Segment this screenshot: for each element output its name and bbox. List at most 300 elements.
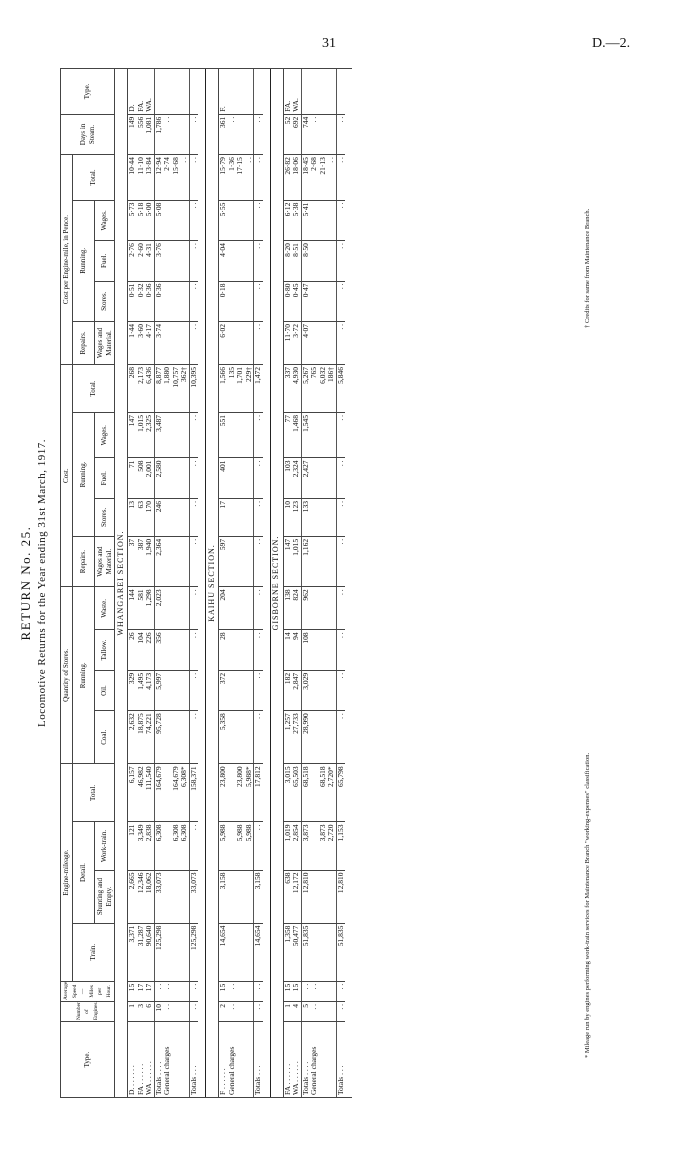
footnote-credits: † Credits for same from Maintenance Branch. — [584, 208, 591, 328]
cell-p-fuel — [310, 241, 319, 281]
cell-cost-total: 6,032 — [319, 364, 328, 412]
cell-shunting — [163, 870, 172, 923]
table-row — [292, 69, 301, 1098]
cell-p-stores: . . — [189, 281, 198, 321]
cell-type-r — [228, 69, 237, 115]
cell-fuel: 508 — [137, 458, 146, 498]
table-row — [327, 69, 336, 1098]
cell-type-r: WA. — [292, 69, 301, 115]
cell-total: 68,518 — [319, 764, 328, 822]
col-engines: Number of Engines. — [61, 1001, 115, 1021]
cell-cost-total: 337 — [283, 364, 292, 412]
cell-stores — [228, 498, 237, 536]
cell-p-fuel: . . — [254, 241, 263, 281]
cell-fuel — [319, 458, 328, 498]
cell-fuel: 71 — [128, 458, 137, 498]
cell-fuel: 2,427 — [301, 458, 310, 498]
cell-total: 6,308* — [180, 764, 189, 822]
cell-p-wages — [236, 200, 245, 240]
cell-p-wages: 5·18 — [137, 200, 146, 240]
cell-coal — [172, 711, 181, 764]
cell-shunting: 12,810 — [301, 870, 310, 923]
cell-coal: . . — [336, 711, 345, 764]
cell-oil — [310, 670, 319, 710]
cell-type-r: F. — [219, 69, 228, 115]
cell-p-stores: 0·32 — [137, 281, 146, 321]
cell-wages: 147 — [128, 413, 137, 459]
cell-days: 1,786 — [154, 114, 163, 154]
cell-days — [180, 114, 189, 154]
cell-work-train: 6,308 — [154, 822, 163, 870]
cell-p-fuel: 8·51 — [292, 241, 301, 281]
cell-engines — [172, 1001, 181, 1021]
cell-engines: . . — [163, 1001, 172, 1021]
table-row — [319, 69, 328, 1098]
cell-tallow — [163, 630, 172, 670]
cell-p-repairs: 6·02 — [219, 321, 228, 364]
cell-cost-total: 186† — [327, 364, 336, 412]
cell-waste: 144 — [128, 587, 137, 630]
cell-repairs — [228, 536, 237, 587]
cell-days — [236, 114, 245, 154]
cell-train — [236, 923, 245, 981]
cell-speed: . . — [189, 981, 198, 1001]
cell-tallow — [172, 630, 181, 670]
cell-oil: 4,173 — [145, 670, 154, 710]
cell-p-wages: 5·41 — [301, 200, 310, 240]
cell-stores: 17 — [219, 498, 228, 536]
col-train: Train. — [72, 923, 115, 981]
cell-oil — [172, 670, 181, 710]
cell-p-wages — [172, 200, 181, 240]
cell-p-stores — [310, 281, 319, 321]
cell-total: 23,800 — [219, 764, 228, 822]
cell-work-train: 5,988 — [219, 822, 228, 870]
cell-type-r — [319, 69, 328, 115]
cell-oil: 329 — [128, 670, 137, 710]
cell-waste — [180, 587, 189, 630]
cell-speed — [172, 981, 181, 1001]
footnote-mileage: * Mileage run by engines performing work-train services for Maintenance Branch "working-expenses" classification. — [584, 752, 591, 1058]
cell-tallow — [319, 630, 328, 670]
cell-coal: 5,358 — [219, 711, 228, 764]
cell-tallow: 14 — [283, 630, 292, 670]
cell-fuel — [310, 458, 319, 498]
cell-stores — [236, 498, 245, 536]
cell-fuel — [327, 458, 336, 498]
cell-stores — [172, 498, 181, 536]
cell-p-total: 18·45 — [301, 155, 310, 201]
cell-p-wages: 6·12 — [283, 200, 292, 240]
cell-p-total: 11·10 — [137, 155, 146, 201]
cell-p-total: 17·15 — [236, 155, 245, 201]
cell-days: 744 — [301, 114, 310, 154]
cell-shunting — [236, 870, 245, 923]
cell-days — [319, 114, 328, 154]
cell-type-r — [180, 69, 189, 115]
cell-p-total: 13·84 — [145, 155, 154, 201]
cell-p-repairs — [327, 321, 336, 364]
table-body — [115, 69, 353, 1098]
cell-tallow: 226 — [145, 630, 154, 670]
cell-wages: 77 — [283, 413, 292, 459]
cell-shunting — [180, 870, 189, 923]
cell-speed: 15 — [128, 981, 137, 1001]
cell-engines — [327, 1001, 336, 1021]
cell-total: 65,798 — [336, 764, 345, 822]
col-cost-running: Running. — [72, 413, 95, 537]
cell-p-wages — [180, 200, 189, 240]
cell-repairs: 2,364 — [154, 536, 163, 587]
spacer-cell — [263, 69, 271, 1098]
col-wages: Wages. — [95, 413, 115, 459]
cell-train: 1,358 — [283, 923, 292, 981]
cell-p-wages: . . — [254, 200, 263, 240]
cell-tallow: 26 — [128, 630, 137, 670]
cell-type-r — [189, 69, 198, 115]
locomotive-returns-table — [60, 68, 352, 1098]
cell-fuel — [172, 458, 181, 498]
cell-total: 68,518 — [301, 764, 310, 822]
cell-wages — [236, 413, 245, 459]
cell-repairs — [236, 536, 245, 587]
cell-p-wages: . . — [189, 200, 198, 240]
cell-stores: 63 — [137, 498, 146, 536]
cell-shunting: 33,073 — [154, 870, 163, 923]
col-detail: Detail. — [72, 822, 95, 923]
cell-oil: . . — [189, 670, 198, 710]
cell-shunting — [319, 870, 328, 923]
cell-oil — [163, 670, 172, 710]
cell-fuel: . . — [189, 458, 198, 498]
cell-days: . . — [336, 114, 345, 154]
cell-p-stores — [327, 281, 336, 321]
cell-p-total: . . — [336, 155, 345, 201]
cell-work-train: 1,019 — [283, 822, 292, 870]
cell-speed: . . — [310, 981, 319, 1001]
cell-fuel: 2,324 — [292, 458, 301, 498]
cell-shunting — [228, 870, 237, 923]
table-row — [172, 69, 181, 1098]
cell-p-stores: 0·18 — [219, 281, 228, 321]
cell-type: FA . . . . . . — [283, 1022, 292, 1098]
cell-days — [172, 114, 181, 154]
cell-oil — [228, 670, 237, 710]
page-number: 31 — [322, 36, 336, 51]
cell-p-fuel: 3·76 — [154, 241, 163, 281]
cell-tallow: 28 — [219, 630, 228, 670]
cell-cost-total: 5,267 — [301, 364, 310, 412]
col-shunting: Shunting and Empty. — [95, 870, 115, 923]
col-work-train: Work-train. — [95, 822, 115, 870]
spacer-cell — [198, 69, 206, 1098]
cell-wages — [310, 413, 319, 459]
cell-waste: . . — [336, 587, 345, 630]
cell-wages: 3,487 — [154, 413, 163, 459]
table-row — [310, 69, 319, 1098]
cell-repairs — [180, 536, 189, 587]
cell-cost-total: 268 — [128, 364, 137, 412]
cell-p-fuel: 4·31 — [145, 241, 154, 281]
cell-repairs: 597 — [219, 536, 228, 587]
cell-engines: 4 — [292, 1001, 301, 1021]
table-row — [236, 69, 245, 1098]
cell-train: 125,298 — [154, 923, 163, 981]
col-pence-running: Running. — [72, 200, 95, 321]
cell-p-total: 1·36 — [228, 155, 237, 201]
cell-type-r — [172, 69, 181, 115]
cell-wages — [228, 413, 237, 459]
cell-coal — [163, 711, 172, 764]
cell-coal: 28,990 — [301, 711, 310, 764]
spacer-row — [345, 69, 352, 1098]
cell-total: 2,720* — [327, 764, 336, 822]
table-row — [301, 69, 310, 1098]
cell-work-train: 2,838 — [145, 822, 154, 870]
cell-engines — [180, 1001, 189, 1021]
cell-cost-total: 4,930 — [292, 364, 301, 412]
cell-p-fuel — [172, 241, 181, 281]
spacer-cell — [345, 69, 352, 1098]
cell-fuel: 103 — [283, 458, 292, 498]
cell-train: 50,477 — [292, 923, 301, 981]
cell-p-total: . . — [327, 155, 336, 201]
section-heading-row — [270, 69, 283, 1098]
cell-type-r — [163, 69, 172, 115]
cell-stores: 13 — [128, 498, 137, 536]
cell-type-r — [336, 69, 345, 115]
cell-speed: . . — [228, 981, 237, 1001]
cell-p-wages — [228, 200, 237, 240]
cell-repairs — [310, 536, 319, 587]
cell-speed: . . — [154, 981, 163, 1001]
cell-type — [180, 1022, 189, 1098]
cell-speed: 15 — [292, 981, 301, 1001]
col-pence-total: Total. — [72, 155, 115, 201]
cell-cost-total: 2,173 — [137, 364, 146, 412]
cell-wages — [163, 413, 172, 459]
cell-p-repairs: 3·60 — [137, 321, 146, 364]
cell-p-wages — [319, 200, 328, 240]
section-heading-row — [115, 69, 128, 1098]
cell-waste: 2,023 — [154, 587, 163, 630]
return-subtitle: Locomotive Returns for the Year ending 31st March, 1917. — [36, 439, 48, 727]
cell-engines: 1 — [128, 1001, 137, 1021]
cell-p-fuel: 8·50 — [301, 241, 310, 281]
cell-speed: 17 — [137, 981, 146, 1001]
table-row — [189, 69, 198, 1098]
cell-cost-total: 1,472 — [254, 364, 263, 412]
cell-type: General charges — [228, 1022, 237, 1098]
cell-type-r: FA. — [137, 69, 146, 115]
col-cost: Cost. — [61, 364, 73, 586]
cell-train — [319, 923, 328, 981]
cell-total: 3,015 — [283, 764, 292, 822]
cell-coal: 27,733 — [292, 711, 301, 764]
cell-waste: 824 — [292, 587, 301, 630]
cell-cost-total: 8,877 — [154, 364, 163, 412]
cell-repairs: . . — [254, 536, 263, 587]
cell-coal: 74,221 — [145, 711, 154, 764]
cell-coal — [310, 711, 319, 764]
cell-waste: 581 — [137, 587, 146, 630]
cell-tallow — [236, 630, 245, 670]
cell-p-fuel — [236, 241, 245, 281]
cell-train: 51,835 — [336, 923, 345, 981]
cell-shunting: 2,665 — [128, 870, 137, 923]
cell-total: 164,679 — [154, 764, 163, 822]
cell-type: D. . . . . . . — [128, 1022, 137, 1098]
cell-wages: . . — [189, 413, 198, 459]
cell-oil — [327, 670, 336, 710]
cell-work-train: 5,988 — [245, 822, 254, 870]
cell-type-r: FA. — [283, 69, 292, 115]
cell-cost-total: 10,757 — [172, 364, 181, 412]
cell-fuel: . . — [254, 458, 263, 498]
cell-wages — [319, 413, 328, 459]
spacer-row — [263, 69, 271, 1098]
cell-speed — [180, 981, 189, 1001]
cell-coal: . . — [254, 711, 263, 764]
cell-speed: 17 — [145, 981, 154, 1001]
cell-cost-total: 6,436 — [145, 364, 154, 412]
cell-train: 3,371 — [128, 923, 137, 981]
cell-tallow: 94 — [292, 630, 301, 670]
cell-tallow: 108 — [301, 630, 310, 670]
cell-oil — [319, 670, 328, 710]
cell-wages: 551 — [219, 413, 228, 459]
cell-tallow: . . — [336, 630, 345, 670]
cell-repairs: 1,015 — [292, 536, 301, 587]
cell-speed — [319, 981, 328, 1001]
cell-p-repairs: . . — [189, 321, 198, 364]
cell-work-train: 3,349 — [137, 822, 146, 870]
cell-oil: 2,847 — [292, 670, 301, 710]
cell-oil: 5,997 — [154, 670, 163, 710]
cell-type: Totals . . . — [336, 1022, 345, 1098]
cell-p-wages — [163, 200, 172, 240]
table-row — [154, 69, 163, 1098]
cell-stores: . . — [254, 498, 263, 536]
cell-coal: 95,728 — [154, 711, 163, 764]
cell-type — [236, 1022, 245, 1098]
cell-days: 556 — [137, 114, 146, 154]
col-coal: Coal. — [95, 711, 115, 764]
section-heading: GISBORNE SECTION. — [270, 69, 283, 1098]
return-title: RETURN No. 25. — [18, 525, 33, 641]
cell-p-repairs: . . — [336, 321, 345, 364]
cell-coal — [236, 711, 245, 764]
col-stores-running: Running. — [72, 587, 95, 764]
cell-fuel: 2,580 — [154, 458, 163, 498]
cell-p-wages — [327, 200, 336, 240]
cell-engines: . . — [254, 1001, 263, 1021]
cell-cost-total: 229† — [245, 364, 254, 412]
col-type: Type. — [61, 1022, 115, 1098]
cell-tallow: . . — [189, 630, 198, 670]
cell-train — [228, 923, 237, 981]
cell-work-train: 6,308 — [180, 822, 189, 870]
cell-coal: 18,875 — [137, 711, 146, 764]
cell-waste — [163, 587, 172, 630]
cell-p-stores: 0·36 — [154, 281, 163, 321]
col-quantity-stores: Quantity of Stores. — [61, 587, 73, 764]
cell-repairs: 1,940 — [145, 536, 154, 587]
cell-stores: . . — [189, 498, 198, 536]
cell-p-fuel — [319, 241, 328, 281]
cell-waste — [236, 587, 245, 630]
cell-days: . . — [228, 114, 237, 154]
cell-tallow — [310, 630, 319, 670]
cell-type: Totals . . . — [254, 1022, 263, 1098]
cell-speed: . . — [301, 981, 310, 1001]
cell-p-repairs — [172, 321, 181, 364]
cell-p-stores: 0·47 — [301, 281, 310, 321]
cell-p-repairs: 4·07 — [301, 321, 310, 364]
cell-p-total: 2·74 — [163, 155, 172, 201]
cell-p-total: 26·82 — [283, 155, 292, 201]
cell-p-total: 2·68 — [310, 155, 319, 201]
cell-train — [180, 923, 189, 981]
cell-work-train: 1,153 — [336, 822, 345, 870]
cell-speed — [327, 981, 336, 1001]
cell-wages — [172, 413, 181, 459]
cell-speed: . . — [336, 981, 345, 1001]
cell-shunting — [327, 870, 336, 923]
cell-shunting: 12,810 — [336, 870, 345, 923]
cell-shunting: 638 — [283, 870, 292, 923]
cell-train: 31,287 — [137, 923, 146, 981]
cell-wages: . . — [254, 413, 263, 459]
cell-p-stores: . . — [336, 281, 345, 321]
cell-p-stores — [319, 281, 328, 321]
cell-p-stores: 0·51 — [128, 281, 137, 321]
cell-p-wages: 5·08 — [154, 200, 163, 240]
cell-speed: 15 — [283, 981, 292, 1001]
cell-speed: . . — [254, 981, 263, 1001]
cell-wages: 1,468 — [292, 413, 301, 459]
cell-type: Totals . . . . — [154, 1022, 163, 1098]
col-repairs: Repairs. — [72, 536, 95, 587]
cell-total: 158,371 — [189, 764, 198, 822]
cell-work-train: . . — [254, 822, 263, 870]
cell-p-stores: 0·36 — [145, 281, 154, 321]
cell-type — [327, 1022, 336, 1098]
cell-train: 51,835 — [301, 923, 310, 981]
cell-p-stores — [180, 281, 189, 321]
cell-oil: . . — [336, 670, 345, 710]
cell-p-total: . . — [245, 155, 254, 201]
cell-fuel — [163, 458, 172, 498]
cell-waste: 962 — [301, 587, 310, 630]
cell-work-train: . . — [189, 822, 198, 870]
cell-days: 52 — [283, 114, 292, 154]
cell-engines: . . — [310, 1001, 319, 1021]
cell-stores: . . — [336, 498, 345, 536]
cell-repairs: 37 — [128, 536, 137, 587]
cell-stores: 170 — [145, 498, 154, 536]
cell-coal — [180, 711, 189, 764]
section-heading: KAIHU SECTION. — [206, 69, 219, 1098]
col-mileage-total: Total. — [72, 764, 115, 822]
cell-type-r — [301, 69, 310, 115]
rotated-return-table — [18, 68, 603, 1098]
cell-p-stores — [172, 281, 181, 321]
cell-p-fuel: 4·04 — [219, 241, 228, 281]
cell-tallow — [180, 630, 189, 670]
cell-type-r — [236, 69, 245, 115]
cell-p-wages — [310, 200, 319, 240]
